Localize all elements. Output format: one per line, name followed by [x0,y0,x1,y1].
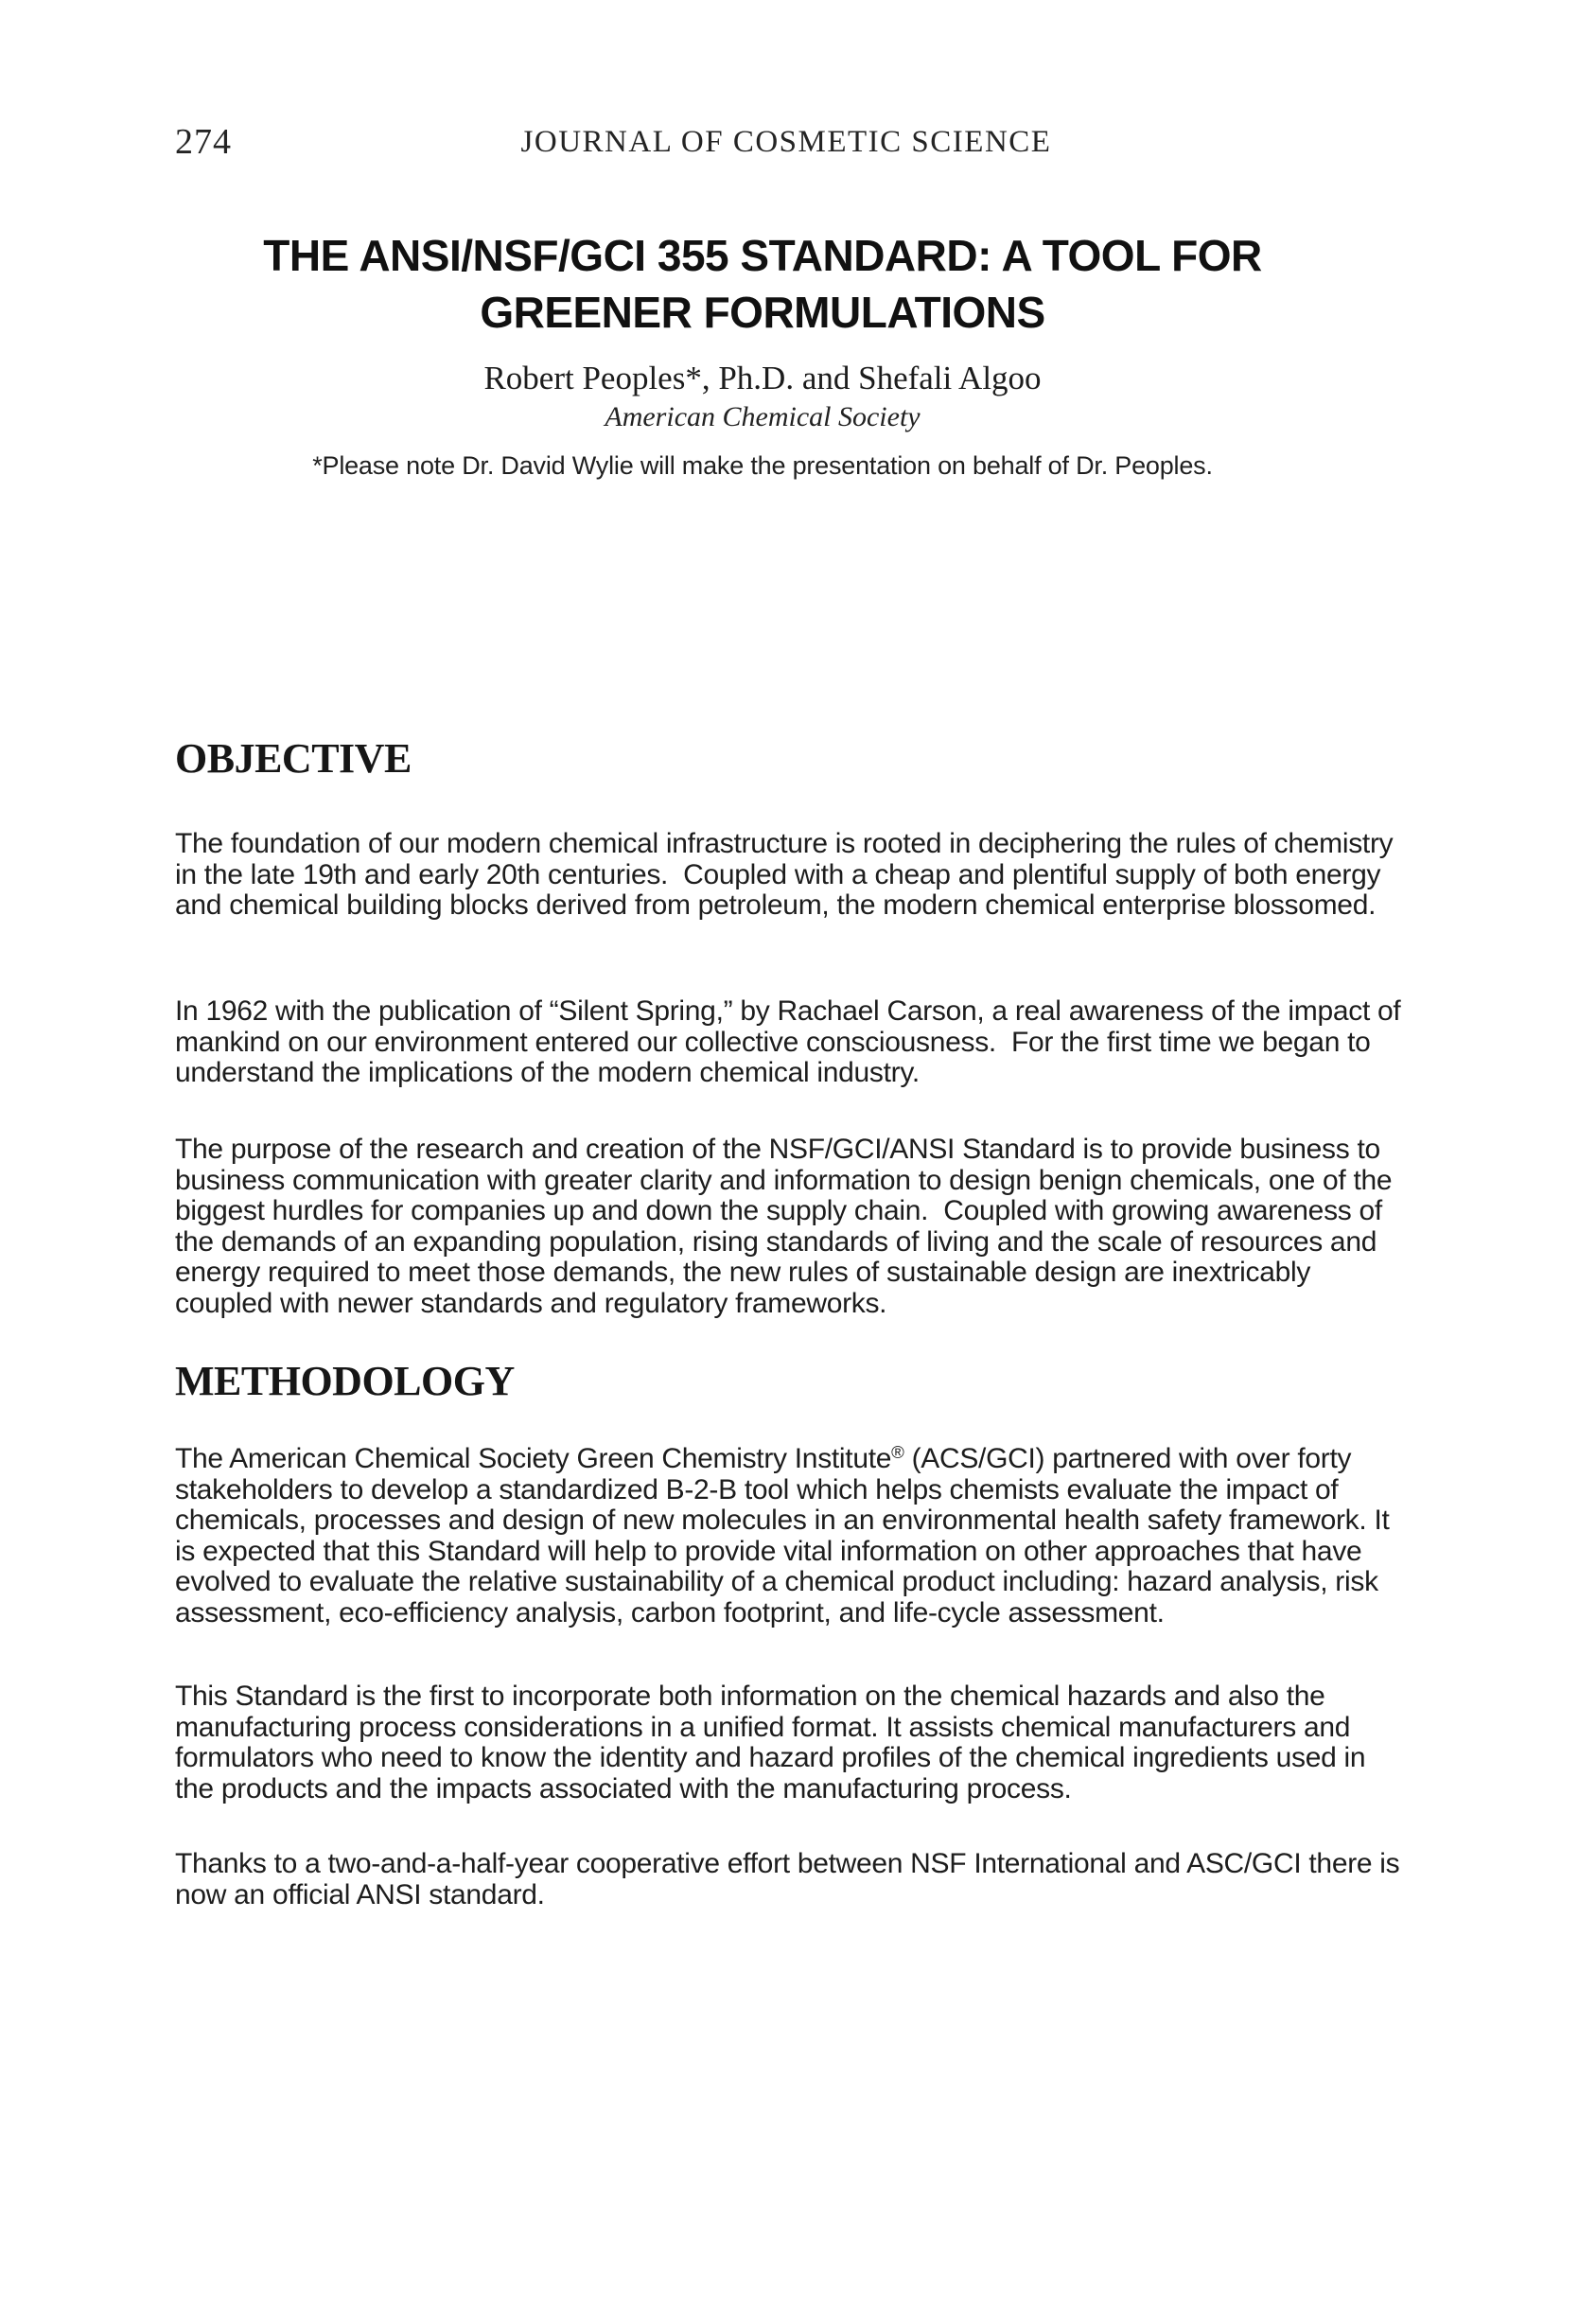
page-number: 274 [175,122,232,162]
journal-title: JOURNAL OF COSMETIC SCIENCE [520,125,1052,159]
objective-paragraph-2: In 1962 with the publication of “Silent Spring,” by Rachael Carson, a real awareness of the impact of mankind on our environment entered our collective consciousness. For the first time we began to understand the implications of the modern chemical industry. [175,995,1409,1088]
methodology-paragraph-1 [175,1441,1405,1628]
section-heading-methodology: METHODOLOGY [175,1358,515,1404]
methodology-p1-text: The American Chemical Society Green Chemistry Institute [175,1443,892,1474]
presenter-note: *Please note Dr. David Wylie will make the presentation on behalf of Dr. Peoples. [312,451,1213,480]
article-title-line1: THE ANSI/NSF/GCI 355 STANDARD: A TOOL FOR [263,231,1262,280]
byline-affiliation: American Chemical Society [605,401,921,432]
methodology-paragraph-3: Thanks to a two-and-a-half-year cooperative effort between NSF International and ASC/GCI there is now an official ANSI standard. [175,1848,1408,1910]
objective-paragraph-1: The foundation of our modern chemical infrastructure is rooted in deciphering the rules of chemistry in the late 19th and early 20th centuries. Coupled with a cheap and plentiful supply of both energy and chemical building blocks derived from petroleum, the modern chemical enterprise blossomed. [175,828,1401,921]
section-heading-objective: OBJECTIVE [175,735,412,782]
article-title-line2: GREENER FORMULATIONS [480,288,1045,337]
methodology-p1-text-continued: (ACS/GCI) partnered with over forty stakeholders to develop a standardized B-2-B tool which helps chemists evaluate the impact of chemicals, processes and design of new molecules in an environmental health safety framework. It is expected that this Standard will help to provide vital information on other approaches that have evolved to evaluate the relative sustainability of a chemical product including: hazard analysis, risk assessment, eco-efficiency analysis, carbon footprint, and life-cycle assessment. [175,1443,1397,1628]
byline-authors: Robert Peoples*, Ph.D. and Shefali Algoo [483,360,1042,396]
registered-trademark-symbol: ® [891,1441,904,1462]
article-title [151,227,1374,341]
objective-paragraph-3: The purpose of the research and creation of the NSF/GCI/ANSI Standard is to provide business to business communication with greater clarity and information to design benign chemicals, one of the biggest hurdles for companies up and down the supply chain. Coupled with growing awareness of the demands of an expanding population, rising standards of living and the scale of resources and energy required to meet those demands, the new rules of sustainable design are inextricably coupled with newer standards and regulatory frameworks. [175,1134,1400,1319]
methodology-paragraph-2: This Standard is the first to incorporate both information on the chemical hazards and also the manufacturing process considerations in a unified format. It assists chemical manufacturers and formulators who need to know the identity and hazard profiles of the chemical ingredients used in the products and the impacts associated with the manufacturing process. [175,1681,1374,1804]
running-head [175,123,1397,161]
